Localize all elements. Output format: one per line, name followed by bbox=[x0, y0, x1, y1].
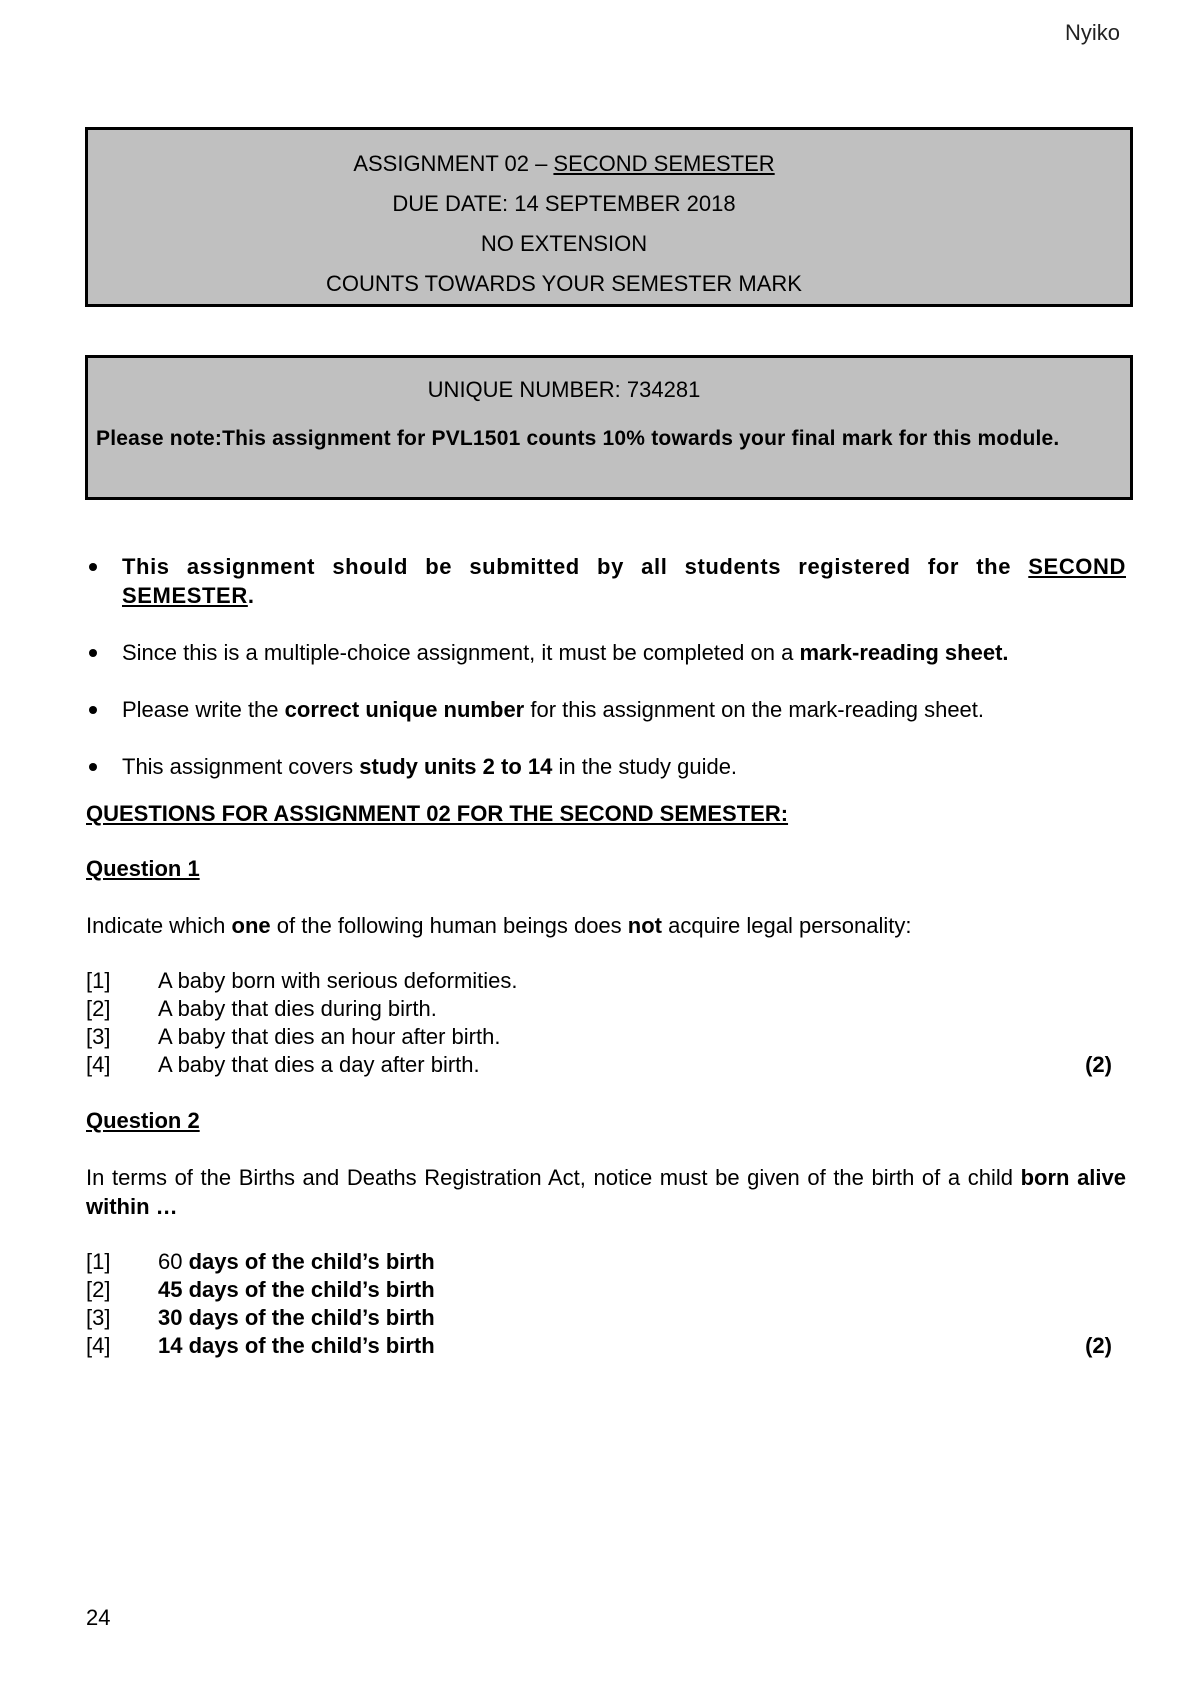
due-date: DUE DATE: 14 SEPTEMBER 2018 bbox=[392, 191, 736, 216]
assignment-info-box bbox=[85, 127, 1133, 307]
answer-option: [4] A baby that dies a day after birth. (2) bbox=[86, 1052, 1112, 1077]
list-item: This assignment should be submitted by all students registered for the SECOND SEMESTER. bbox=[86, 552, 1126, 610]
answer-option: [2] A baby that dies during birth. bbox=[86, 996, 437, 1021]
marks-value: (2) bbox=[1085, 1333, 1112, 1358]
semester-label: SECOND SEMESTER bbox=[553, 151, 775, 176]
question-2-prompt: In terms of the Births and Deaths Registration Act, notice must be given of the birth of a child born alive within … bbox=[86, 1165, 1126, 1219]
section-heading: QUESTIONS FOR ASSIGNMENT 02 FOR THE SECOND SEMESTER: bbox=[86, 801, 789, 826]
answer-option: [4] 14 days of the child’s birth (2) bbox=[86, 1333, 1112, 1358]
list-item: Since this is a multiple-choice assignment, it must be completed on a mark-reading sheet. bbox=[86, 638, 1126, 667]
bullet-icon bbox=[86, 638, 122, 667]
page-number: 24 bbox=[86, 1605, 111, 1630]
question-1-prompt: Indicate which one of the following human beings does not acquire legal personality: bbox=[86, 913, 912, 938]
answer-option: [1] 60 days of the child’s birth bbox=[86, 1249, 435, 1274]
bullet-icon bbox=[86, 552, 122, 610]
question-2-heading: Question 2 bbox=[86, 1108, 200, 1133]
unique-number-box bbox=[85, 355, 1133, 500]
extension-notice: NO EXTENSION bbox=[480, 231, 648, 256]
marks-value: (2) bbox=[1085, 1052, 1112, 1077]
please-note: Please note: This assignment for PVL1501 counts 10% towards your final mark for this module. bbox=[96, 427, 1060, 450]
assignment-title: ASSIGNMENT 02 – SECOND SEMESTER bbox=[353, 151, 775, 176]
answer-option: [1] A baby born with serious deformities. bbox=[86, 968, 518, 993]
author-name: Nyiko bbox=[1064, 20, 1120, 45]
question-1-options bbox=[86, 967, 1126, 1079]
answer-option: [3] 30 days of the child’s birth bbox=[86, 1305, 435, 1330]
list-item: Please write the correct unique number for this assignment on the mark-reading sheet. bbox=[86, 695, 1126, 724]
question-2-options bbox=[86, 1248, 1126, 1360]
list-item: This assignment covers study units 2 to 14 in the study guide. bbox=[86, 752, 1126, 781]
instructions-list bbox=[86, 552, 1126, 809]
bullet-icon bbox=[86, 695, 122, 724]
bullet-icon bbox=[86, 752, 122, 781]
counts-notice: COUNTS TOWARDS YOUR SEMESTER MARK bbox=[326, 271, 802, 296]
answer-option: [2] 45 days of the child’s birth bbox=[86, 1277, 435, 1302]
question-1-heading: Question 1 bbox=[86, 856, 200, 881]
answer-option: [3] A baby that dies an hour after birth. bbox=[86, 1024, 501, 1049]
unique-number: UNIQUE NUMBER: 734281 bbox=[427, 377, 701, 402]
